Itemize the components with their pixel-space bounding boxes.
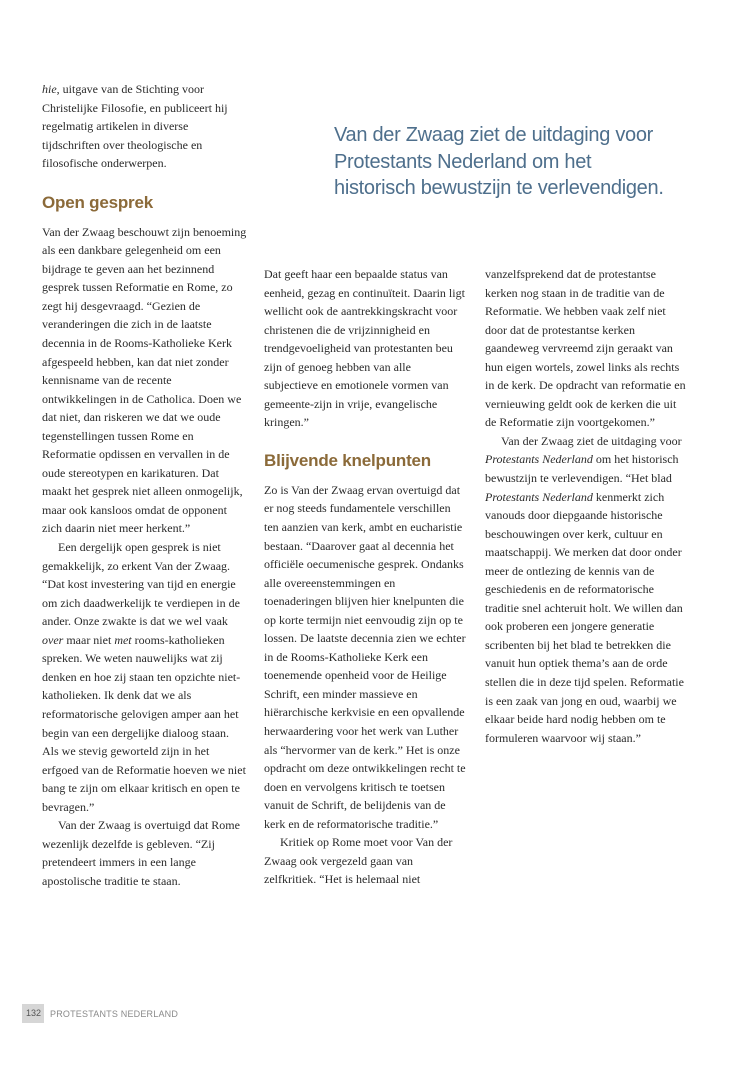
page-footer: [22, 1004, 178, 1023]
italic-text: met: [114, 632, 132, 647]
pull-quote: Van der Zwaag ziet de uitdaging voor Protestants Nederland om het historisch bewustzijn te verlevendigen.: [334, 124, 664, 199]
section-heading-blijvende-knelpunten: Blijvende knelpunten: [264, 450, 431, 470]
paragraph-text: kenmerkt zich vanouds door diepgaande historische beschouwingen over kerk, cultuur en maatschappij. We merken dat door onder meer de ontlezing de kennis van de geschiedenis en de reformatorische traditie snel achteruit holt. We willen dan ook proberen een jongere generatie scribenten bij het blad te betrekken die vanuit hun optiek thema’s aan de orde stellen die in deze tijd spelen. Reformatie is een zaak van jong en oud, waarbij we elkaar beide hard nodig hebben om te formuleren waarvoor wij staan.”: [485, 489, 684, 745]
italic-text: over: [42, 632, 64, 647]
paragraph: [42, 538, 247, 816]
paragraph: Van der Zwaag beschouwt zijn benoeming als een dankbare gelegenheid om een bijdrage te geven aan het bezinnend gesprek tussen Reformatie en Rome, zo zegt hij desgevraagd. “Gezien de veranderingen die zich in de laatste decennia in de Rooms-Katholieke Kerk afgespeeld hebben, kan dat niet zonder kennisname van de recente ontwikkelingen in de Catholica. Doen we dat niet, dan riskeren we dat we oude tegenstellingen tussen Rome en Reformatie opdissen en vervallen in de oude stereotypen en karikaturen. Dat maakt het gesprek niet alleen onmogelijk, maar ook kansloos omdat de opponent zich daarin niet meer herkent.”: [42, 224, 247, 536]
paragraph-text: , uitgave van de Stichting voor Christelijke Filosofie, en publiceert hij regelmatig artikelen in diverse tijdschriften over theologische en filosofische onderwerpen.: [42, 82, 228, 171]
italic-text: Protestants Nederland: [485, 489, 593, 504]
text-column-2: [264, 265, 466, 889]
paragraph: Dat geeft haar een bepaalde status van eenheid, gezag en continuïteit. Daarin ligt wellicht ook de aantrekkingskracht voor christenen die de vrijzinnigheid en trendgevoeligheid van protestanten beu zijn of genoeg hebben van alle subjectieve en emotionele vormen van gemeente-zijn in vrije, evangelische kringen.”: [264, 267, 465, 430]
paragraph: vanzelfsprekend dat de protestantse kerken nog staan in de traditie van de Reformatie. We hebben vaak zelf niet door dat de protestantse kerken gaandeweg vervreemd zijn geraakt van hun eigen wortels, zowel links als rechts in de kerk. De opdracht van reformatie en vernieuwing geldt ook de kerken die uit de Reformatie zijn voortgekomen.”: [485, 267, 686, 430]
italic-text: hie: [42, 82, 57, 96]
paragraph-text: Een dergelijk open gesprek is niet gemakkelijk, zo erkent Van der Zwaag. “Dat kost investering van tijd en energie om zich daadwerkelijk te verdiepen in de ander. Onze zwakte is dat we wel vaak: [42, 540, 240, 629]
paragraph: [485, 432, 690, 747]
paragraph-text: maar niet: [63, 632, 115, 647]
paragraph-text: om het historisch bewustzijn te verlevendigen. “Het blad: [485, 452, 679, 486]
paragraph: Van der Zwaag is overtuigd dat Rome wezenlijk dezelfde is gebleven. “Zij pretendeert immers in een lange apostolische traditie te staan.: [42, 818, 240, 888]
paragraph-text: Van der Zwaag ziet de uitdaging voor: [501, 433, 682, 448]
paragraph-text: rooms-katholieken spreken. We weten nauwelijks wat zij denken en hoe zij staan ten opzichte niet-katholieken. Ik denk dat we als reformatorische gelovigen amper aan het begin van een dergelijke dialoog staan. Als we stevig geworteld zijn in het erfgoed van de Reformatie hoeven we niet bang te zijn om elkaar kritisch en open te bevragen.”: [42, 632, 246, 814]
italic-text: Protestants Nederland: [485, 452, 593, 467]
paragraph: Kritiek op Rome moet voor Van der Zwaag ook vergezeld gaan van zelfkritiek. “Het is helemaal niet: [264, 835, 453, 887]
paragraph: Zo is Van der Zwaag ervan overtuigd dat er nog steeds fundamentele verschillen ten aanzien van kerk, ambt en eucharistie bestaan. “Daarover gaat al decennia het officiële oecumenische gesprek. Ondanks alle overeenstemmingen en toenaderingen blijven hier knelpunten die op korte termijn niet eenvoudig zijn op te lossen. De laatste decennia zien we echter in de Rooms-Katholieke Kerk een toenemende openheid voor de Heilige Schrift, een minder massieve en hiërarchische kerkvisie en een opvallende herwaardering voor het werk van Luther als “hervormer van de kerk.” Het is onze opdracht om deze ontwikkelingen recht te doen en vervolgens kritisch te toetsen vanuit de Schrift, de belijdenis van de kerk en de reformatorische traditie.”: [264, 482, 466, 831]
section-heading-open-gesprek: Open gesprek: [42, 192, 153, 212]
text-column-3: [485, 265, 690, 747]
text-column-1: [42, 80, 247, 890]
paragraph: [42, 80, 247, 173]
page-number: 132: [22, 1004, 44, 1023]
publication-title: PROTESTANTS NEDERLAND: [50, 1008, 179, 1019]
